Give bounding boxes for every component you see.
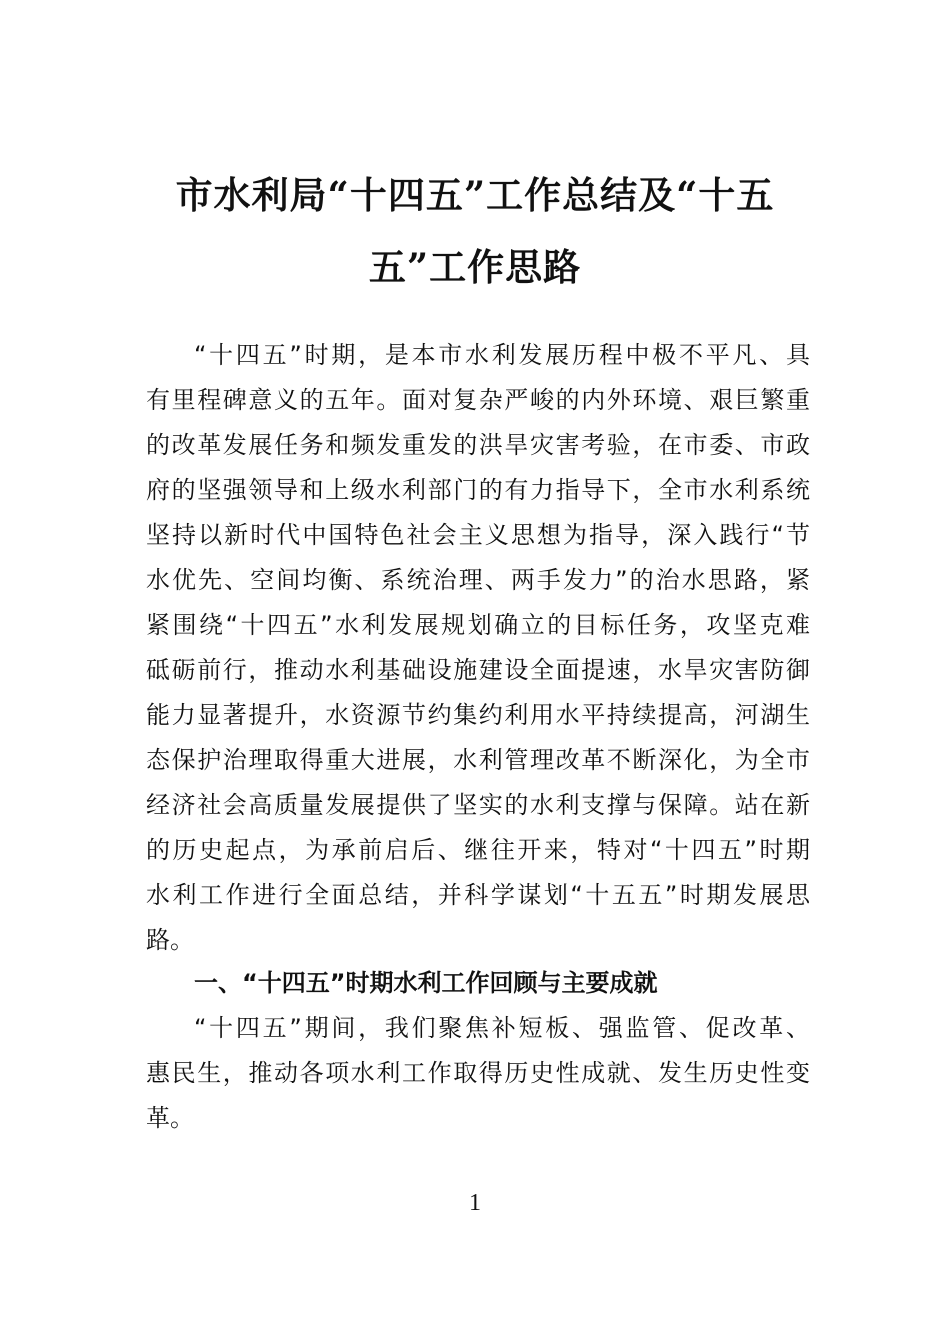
intro-line: 水利工作进行全面总结，并科学谋划“十五五”时期发展思 [146, 881, 810, 909]
section-1-line: 革。 [146, 1104, 194, 1132]
intro-line: 的改革发展任务和频发重发的洪旱灾害考验，在市委、市政 [146, 431, 810, 459]
page-number: 1 [469, 1190, 481, 1216]
intro-line: 的历史起点，为承前启后、继往开来，特对“十四五”时期 [146, 836, 810, 864]
intro-line: 态保护治理取得重大进展，水利管理改革不断深化，为全市 [146, 746, 810, 774]
document-title-line-2: 五”工作思路 [368, 245, 582, 289]
intro-line: 能力显著提升，水资源节约集约利用水平持续提高，河湖生 [146, 701, 810, 729]
section-1-heading: 一、“十四五”时期水利工作回顾与主要成就 [194, 969, 658, 997]
section-1-line: “十四五”期间，我们聚焦补短板、强监管、促改革、 [194, 1014, 810, 1042]
intro-line: 府的坚强领导和上级水利部门的有力指导下，全市水利系统 [146, 476, 810, 504]
document-title-line-1: 市水利局“十四五”工作总结及“十五 [175, 173, 775, 217]
intro-line: 紧围绕“十四五”水利发展规划确立的目标任务，攻坚克难 [146, 611, 810, 639]
intro-line: 砥砺前行，推动水利基础设施建设全面提速，水旱灾害防御 [146, 656, 810, 684]
intro-line: 路。 [146, 926, 194, 954]
intro-line: 经济社会高质量发展提供了坚实的水利支撑与保障。站在新 [146, 791, 810, 819]
intro-line: “十四五”时期，是本市水利发展历程中极不平凡、具 [194, 341, 810, 369]
intro-line: 坚持以新时代中国特色社会主义思想为指导，深入践行“节 [146, 521, 810, 549]
section-1-line: 惠民生，推动各项水利工作取得历史性成就、发生历史性变 [146, 1059, 810, 1087]
intro-line: 水优先、空间均衡、系统治理、两手发力”的治水思路，紧 [146, 566, 810, 594]
intro-line: 有里程碑意义的五年。面对复杂严峻的内外环境、艰巨繁重 [146, 386, 810, 414]
